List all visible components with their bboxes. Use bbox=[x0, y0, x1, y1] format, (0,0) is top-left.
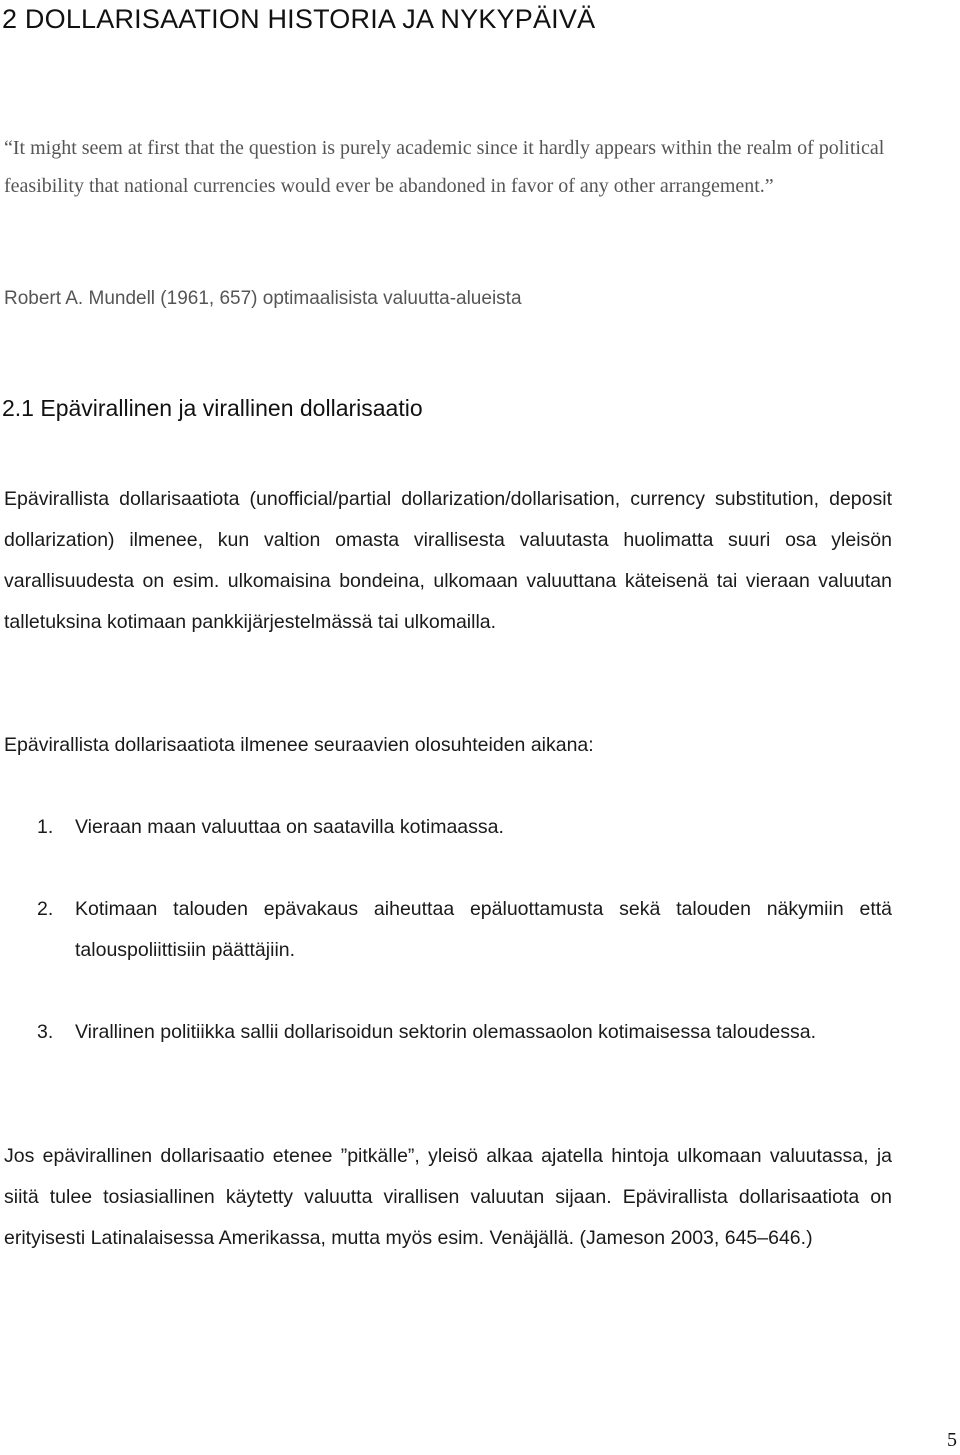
list-item-text: Vieraan maan valuuttaa on saatavilla kotimaassa. bbox=[75, 816, 504, 838]
list-item bbox=[37, 1012, 892, 1053]
chapter-title: 2 DOLLARISAATION HISTORIA JA NYKYPÄIVÄ bbox=[2, 4, 596, 34]
epigraph-quote: “It might seem at first that the question is purely academic since it hardly appears within the realm of political feasibility that national currencies would ever be abandoned in favor of any other arrangement.” bbox=[4, 137, 885, 197]
list-item-text: Kotimaan talouden epävakaus aiheuttaa epäluottamusta sekä talouden näkymiin että talouspoliittisiin päättäjiin. bbox=[75, 898, 892, 961]
closing-paragraph: Jos epävirallinen dollarisaatio etenee ”pitkälle”, yleisö alkaa ajatella hintoja ulkomaan valuutassa, ja siitä tulee tosiasiallinen käytetty valuutta virallisen valuutan sijaan. Epävirallista dollarisaatiota on erityisesti Latinalaisessa Amerikassa, mutta myös esim. Venäjällä. (Jameson 2003, 645–646.) bbox=[4, 1145, 892, 1249]
body-paragraph: Epävirallista dollarisaatiota (unofficial/partial dollarization/dollarisation, currency substitution, deposit dollarization) ilmenee, kun valtion omasta virallisesta valuutasta huolimatta suuri osa yleisön varallisuudesta on esim. ulkomaisina bondeina, ulkomaan valuuttana käteisenä tai vieraan valuutan talletuksina kotimaan pankkijärjestelmässä tai ulkomailla. bbox=[4, 488, 892, 633]
epigraph bbox=[4, 129, 892, 205]
list-item-text: Virallinen politiikka sallii dollarisoidun sektorin olemassaolon kotimaisessa taloudessa. bbox=[75, 1021, 817, 1043]
list-item bbox=[37, 807, 892, 848]
page-number: 5 bbox=[947, 1429, 957, 1451]
section-title: 2.1 Epävirallinen ja virallinen dollarisaatio bbox=[2, 395, 423, 421]
list-item-number: 2. bbox=[37, 898, 54, 920]
list-item bbox=[37, 889, 892, 971]
body-paragraph: Epävirallista dollarisaatiota ilmenee seuraavien olosuhteiden aikana: bbox=[4, 734, 594, 756]
list-item-number: 3. bbox=[37, 1021, 54, 1043]
epigraph-attribution: Robert A. Mundell (1961, 657) optimaalisista valuutta-alueista bbox=[4, 288, 522, 309]
conditions-list bbox=[37, 807, 892, 1053]
list-item-number: 1. bbox=[37, 816, 54, 838]
